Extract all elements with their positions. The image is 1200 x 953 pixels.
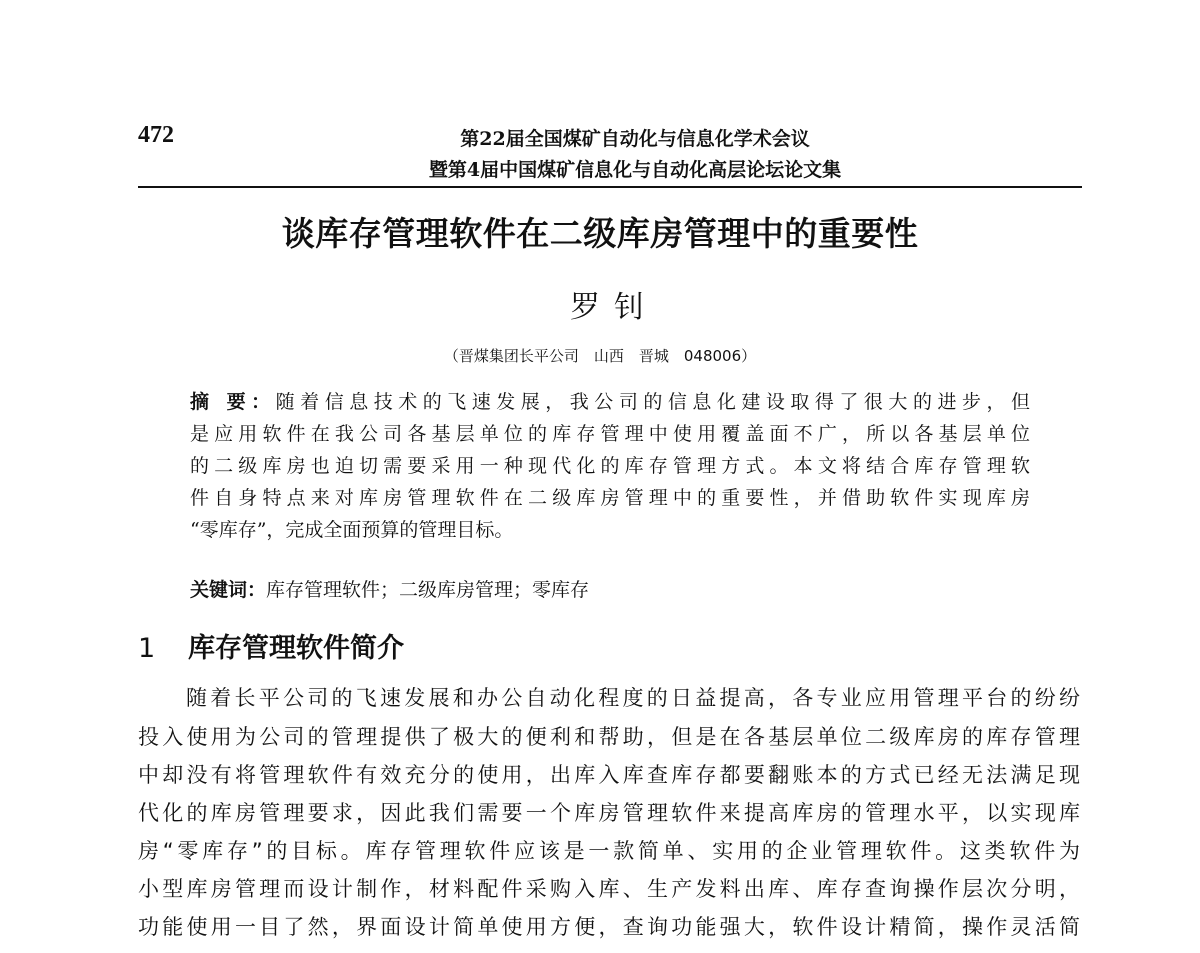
- abstract-line: 的二级库房也迫切需要采用一种现代化的库存管理方式。本文将结合库存管理软: [190, 455, 1030, 477]
- body-line: 中却没有将管理软件有效充分的使用，出库入库查库存都要翻账本的方式已经无法满足现: [138, 763, 1080, 787]
- page-number: 472: [138, 122, 174, 148]
- body-line: 功能使用一目了然，界面设计简单使用方便，查询功能强大，软件设计精简，操作灵活简: [138, 915, 1080, 939]
- keywords-text: 库存管理软件；二级库房管理；零库存: [266, 579, 590, 601]
- abstract-text: 随着信息技术的飞速发展，我公司的信息化建设取得了很大的进步，但: [275, 391, 1030, 413]
- section-title: 库存管理软件简介: [188, 633, 404, 664]
- running-header-line1: 第22届全国煤矿自动化与信息化学术会议: [460, 128, 810, 150]
- body-line: 代化的库房管理要求，因此我们需要一个库房管理软件来提高库房的管理水平，以实现库: [138, 801, 1080, 825]
- body-line: 投入使用为公司的管理提供了极大的便利和帮助，但是在各基层单位二级库房的库存管理: [138, 725, 1080, 749]
- section-heading: [138, 626, 404, 665]
- keywords-label: 关键词：: [190, 579, 267, 601]
- author-name: 罗钊: [570, 290, 658, 325]
- abstract-label: 摘 要：: [190, 391, 276, 413]
- keywords-line: [190, 575, 1030, 602]
- body-line: 房“零库存”的目标。库存管理软件应该是一款简单、实用的企业管理软件。这类软件为: [138, 839, 1080, 863]
- header-rule: [138, 186, 1082, 188]
- abstract-line: 是应用软件在我公司各基层单位的库存管理中使用覆盖面不广，所以各基层单位: [190, 423, 1030, 445]
- running-header-line2: 暨第4届中国煤矿信息化与自动化高层论坛论文集: [428, 159, 842, 181]
- paper-title: 谈库存管理软件在二级库房管理中的重要性: [281, 214, 919, 253]
- section-number: 1: [138, 633, 156, 664]
- abstract-line: 件自身特点来对库房管理软件在二级库房管理中的重要性，并借助软件实现库房: [190, 487, 1030, 509]
- body-line: 小型库房管理而设计制作，材料配件采购入库、生产发料出库、库存查询操作层次分明，: [138, 877, 1080, 901]
- body-line: 随着长平公司的飞速发展和办公自动化程度的日益提高，各专业应用管理平台的纷纷: [186, 686, 1080, 710]
- author-affiliation: （晋煤集团长平公司 山西 晋城 048006）: [443, 347, 757, 365]
- abstract-line: [190, 387, 1030, 414]
- abstract-line: “零库存”，完成全面预算的管理目标。: [190, 519, 514, 541]
